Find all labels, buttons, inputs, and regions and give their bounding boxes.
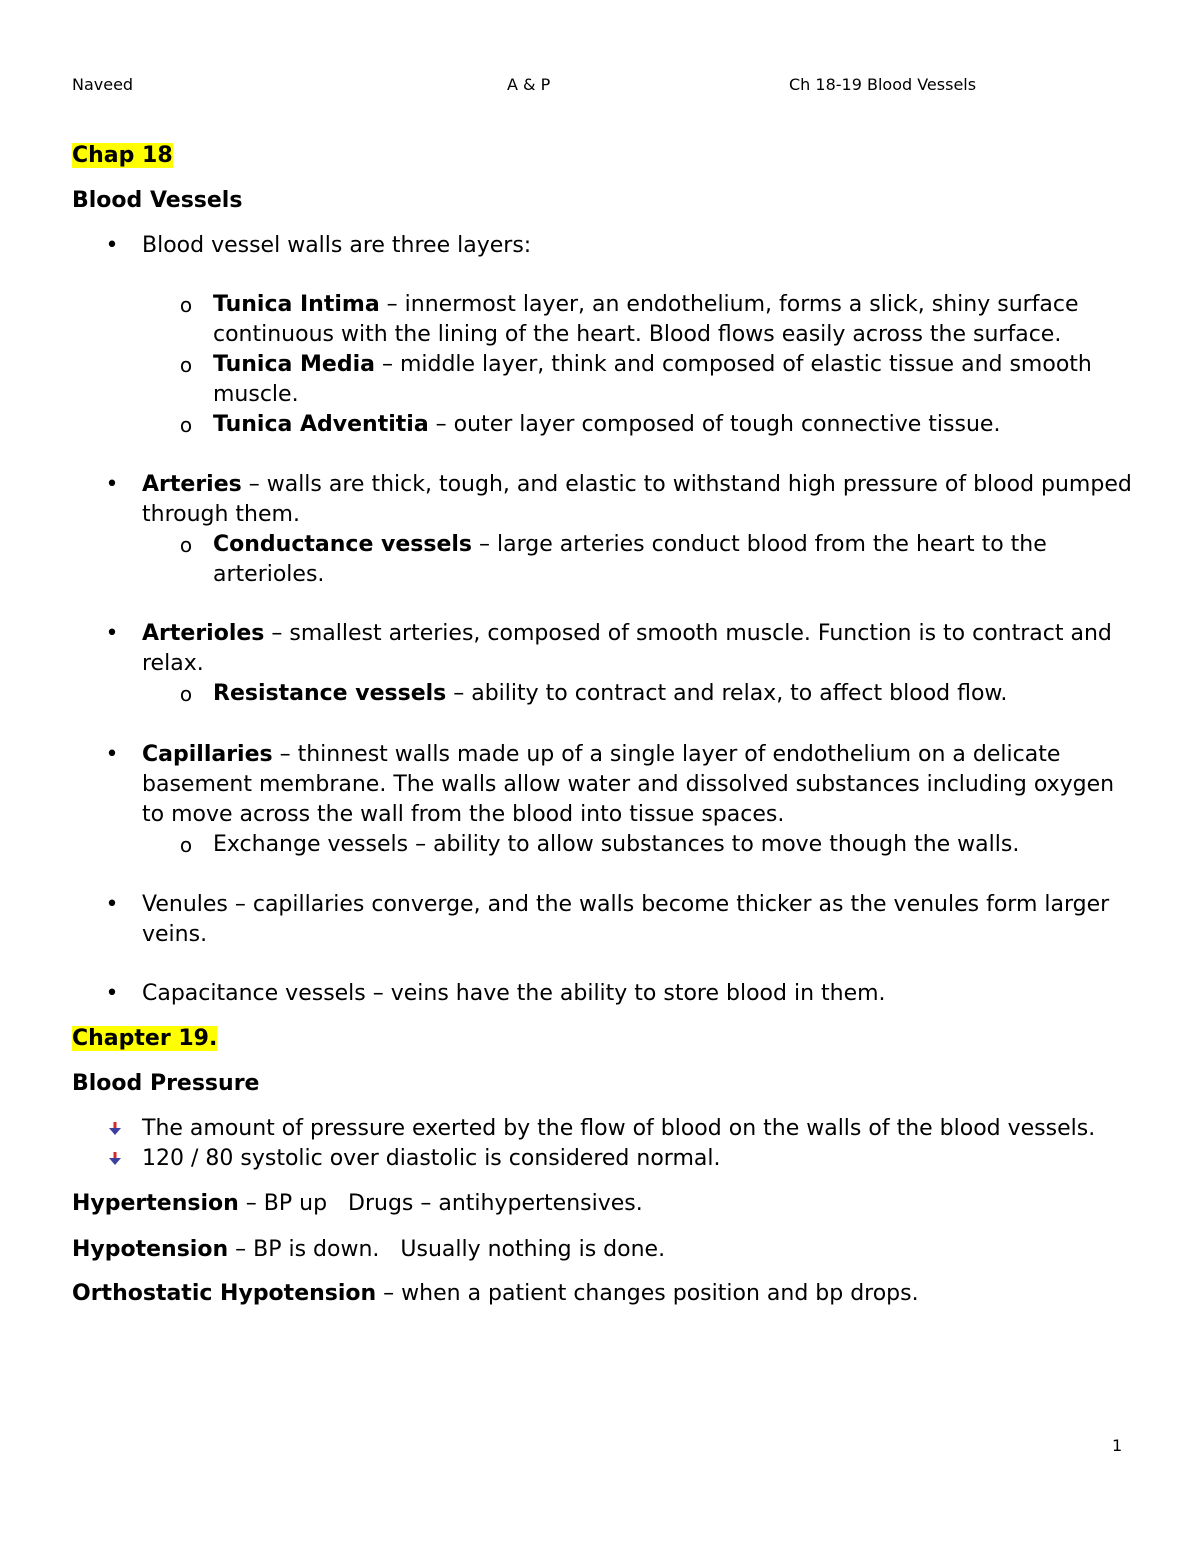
arrow-bullet-icon bbox=[108, 1152, 122, 1166]
circle-bullet-icon: o bbox=[179, 353, 193, 377]
page-number: 1 bbox=[1112, 1436, 1123, 1455]
hypotension-line: Hypotension – BP is down. Usually nothing is done. bbox=[72, 1237, 666, 1262]
circle-bullet-icon: o bbox=[179, 533, 193, 557]
list-item: The amount of pressure exerted by the flow of blood on the walls of the blood vessels. bbox=[72, 1114, 1132, 1144]
header-right: Ch 18-19 Blood Vessels bbox=[789, 75, 977, 94]
header-left: Naveed bbox=[72, 75, 134, 94]
list-item: 120 / 80 systolic over diastolic is considered normal. bbox=[72, 1144, 1132, 1174]
list-item: • Capacitance vessels – veins have the ability to store blood in them. bbox=[72, 979, 1132, 1009]
header-center: A & P bbox=[507, 75, 551, 94]
list-item: • Blood vessel walls are three layers: bbox=[72, 231, 1132, 261]
orthostatic-hypotension-line: Orthostatic Hypotension – when a patient changes position and bp drops. bbox=[72, 1281, 919, 1306]
chapter-18-title: Chap 18 bbox=[72, 143, 173, 168]
section-blood-pressure: Blood Pressure bbox=[72, 1071, 260, 1096]
circle-bullet-icon: o bbox=[179, 833, 193, 857]
list-item: o Tunica Intima – innermost layer, an endothelium, forms a slick, shiny surface continuous with the lining of the heart. Blood flows easily across the surface. bbox=[72, 290, 1132, 350]
circle-bullet-icon: o bbox=[179, 682, 193, 706]
bullet-icon: • bbox=[105, 892, 119, 917]
bullet-icon: • bbox=[105, 233, 119, 258]
bullet-icon: • bbox=[105, 742, 119, 767]
list-item: o Conductance vessels – large arteries conduct blood from the heart to the arterioles. bbox=[72, 530, 1132, 590]
circle-bullet-icon: o bbox=[179, 413, 193, 437]
list-item: o Exchange vessels – ability to allow substances to move though the walls. bbox=[72, 830, 1132, 860]
bullet-icon: • bbox=[105, 621, 119, 646]
list-item: o Resistance vessels – ability to contract and relax, to affect blood flow. bbox=[72, 679, 1132, 709]
list-item: • Capillaries – thinnest walls made up of a single layer of endothelium on a delicate basement membrane. The walls allow water and dissolved substances including oxygen to move across the wall from the blood into tissue spaces. bbox=[72, 740, 1132, 830]
list-item: • Arterioles – smallest arteries, composed of smooth muscle. Function is to contract and relax. bbox=[72, 619, 1132, 679]
list-item: • Arteries – walls are thick, tough, and elastic to withstand high pressure of blood pumped through them. bbox=[72, 470, 1132, 530]
arrow-bullet-icon bbox=[108, 1122, 122, 1136]
document-body bbox=[72, 141, 1132, 1309]
list-item: o Tunica Media – middle layer, think and composed of elastic tissue and smooth muscle. bbox=[72, 350, 1132, 410]
chapter-19-title: Chapter 19. bbox=[72, 1026, 218, 1051]
bullet-icon: • bbox=[105, 981, 119, 1006]
circle-bullet-icon: o bbox=[179, 293, 193, 317]
bullet-icon: • bbox=[105, 472, 119, 497]
list-item: • Venules – capillaries converge, and the walls become thicker as the venules form larger veins. bbox=[72, 890, 1132, 950]
hypertension-line: Hypertension – BP up Drugs – antihypertensives. bbox=[72, 1191, 643, 1216]
section-blood-vessels: Blood Vessels bbox=[72, 188, 243, 213]
list-item: o Tunica Adventitia – outer layer composed of tough connective tissue. bbox=[72, 410, 1132, 440]
